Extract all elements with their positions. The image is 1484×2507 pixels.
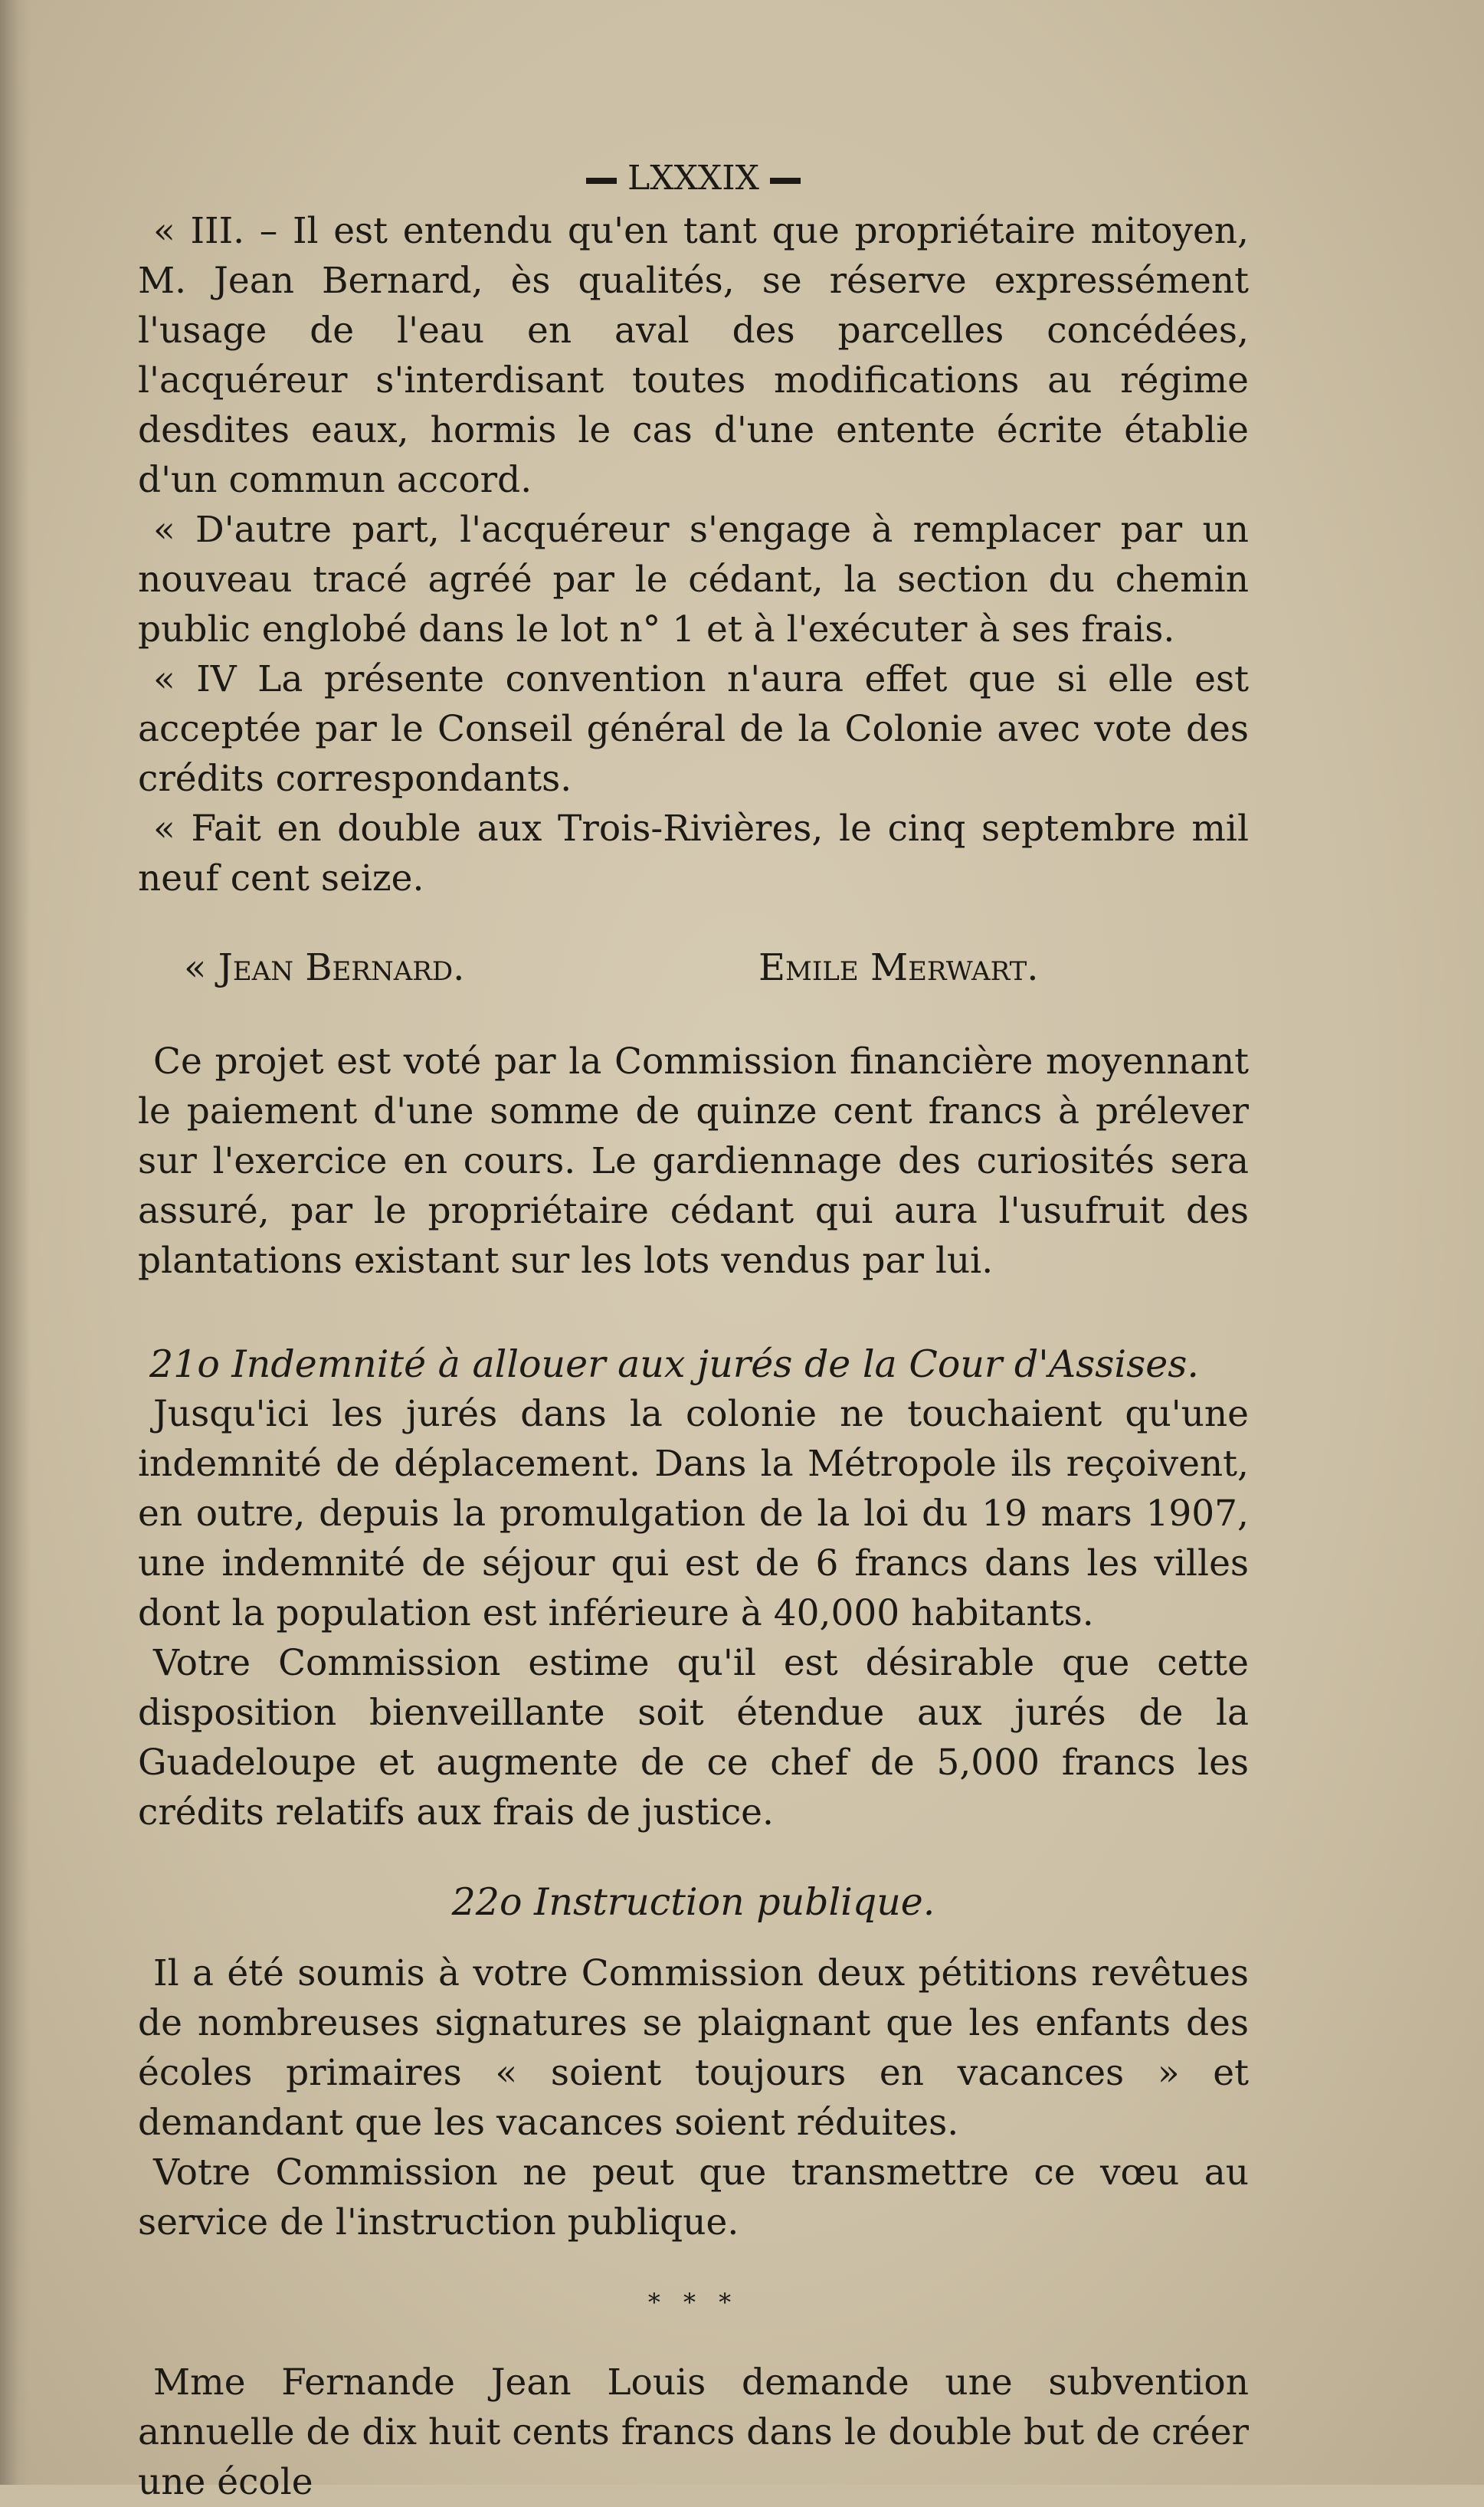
signatures [138,943,1249,997]
road-replacement-paragraph: « D'autre part, l'acquéreur s'engage à remplacer par un nouveau tracé agréé par le cédant, la section du chemin public englobé dans le lot n° 1 et à l'exécuter à ses frais. [138,509,1249,651]
article-four-paragraph: « IV La présente convention n'aura effet que si elle est acceptée par le Conseil général de la Colonie avec vote des crédits correspondants. [138,658,1249,800]
section-separator: * * * [647,2288,739,2317]
article-three-paragraph: « III. – Il est entendu qu'en tant que propriétaire mitoyen, M. Jean Bernard, ès qualités, se réserve expressément l'usage de l'eau en aval des parcelles concédées, l'acquéreur s'interdisant toutes modifications au régime desdites eaux, hormis le cas d'une entente écrite établie d'un commun accord. [138,210,1249,501]
section-22-paragraph-2: Votre Commission ne peut que transmettre ce vœu au service de l'instruction publique. [138,2151,1249,2243]
section-21-paragraph-2: Votre Commission estime qu'il est désirable que cette disposition bienveillante soit étendue aux jurés de la Guadeloupe et augmente de ce chef de 5,000 francs les crédits relatifs aux frais de justice. [138,1642,1249,1834]
projet-vote-paragraph: Ce projet est voté par la Commission financière moyennant le paiement d'une somme de quinze cent francs à prélever sur l'exercice en cours. Le gardiennage des curiosités sera assuré, par le propriétaire cédant qui aura l'usufruit des plantations existant sur les lots vendus par lui. [138,1040,1249,1282]
section-22-heading: 22o Instruction publique. [451,1880,935,1924]
signature-emile-merwart: Emile Merwart. [758,946,1039,989]
signature-place-date-paragraph: « Fait en double aux Trois-Rivières, le cinq septembre mil neuf cent seize. [138,808,1249,900]
subvention-request-paragraph: Mme Fernande Jean Louis demande une subvention annuelle de dix huit cents francs dans le double but de créer une école [138,2361,1249,2503]
page-edge-shadow [0,0,31,2485]
section-21-paragraph-1: Jusqu'ici les jurés dans la colonie ne touchaient qu'une indemnité de déplacement. Dans la Métropole ils reçoivent, en outre, depuis la promulgation de la loi du 19 mars 1907, une indemnité de séjour qui est de 6 francs dans les villes dont la population est inférieure à 40,000 habitants. [138,1393,1249,1634]
page-number-dash-left [586,178,617,184]
page-number-dash-right [770,178,801,184]
page-text [138,153,1249,2507]
section-21-heading: 21o Indemnité à allouer aux jurés de la Cour d'Assises. [149,1342,1199,1386]
page-number: LXXXIX [138,153,1249,203]
section-22-paragraph-1: Il a été soumis à votre Commission deux pétitions revêtues de nombreuses signatures se plaignant que les enfants des écoles primaires « soient toujours en vacances » et demandant que les vacances soient réduites. [138,1952,1249,2144]
signature-jean-bernard: « Jean Bernard. [184,946,465,989]
